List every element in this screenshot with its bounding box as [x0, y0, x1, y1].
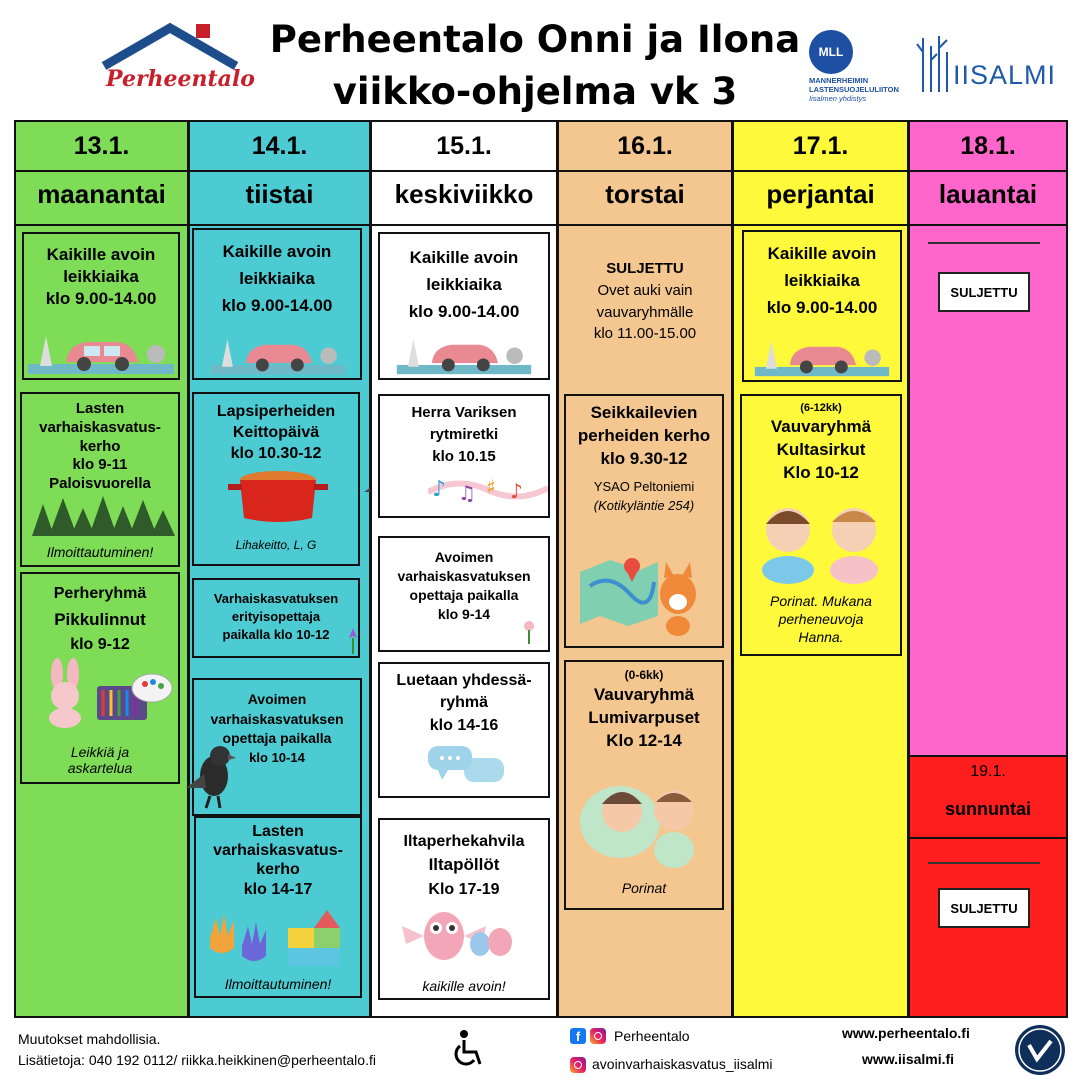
date-tuesday: 14.1. — [251, 132, 308, 160]
card-wed-playtime: Kaikille avoin leikkiaika klo 9.00-14.00 — [378, 232, 550, 380]
date-friday: 17.1. — [792, 132, 849, 160]
hands-and-blocks-icon — [202, 908, 352, 968]
column-saturday — [908, 120, 1068, 757]
date-sunday: 19.1. — [970, 763, 1006, 780]
card-tue-playtime: Kaikille avoin leikkiaika klo 9.00-14.00 — [192, 228, 362, 380]
website-link-iisalmi[interactable]: www.iisalmi.fi — [862, 1051, 955, 1067]
toy-car-icon — [747, 332, 897, 378]
card-tue-club: Lasten varhaiskasvatus- kerho klo 14-17 Ilmoittautuminen! — [194, 816, 362, 998]
card-tue-special-teacher: Varhaiskasvatuksen erityisopettaja paikalla klo 10-12 — [192, 578, 360, 658]
mll-badge: MLL — [809, 30, 853, 74]
toy-car-icon — [26, 326, 176, 376]
facebook-link[interactable]: Perheentalo — [614, 1028, 690, 1044]
card-wed-reading-group: Luetaan yhdessä- ryhmä klo 14-16 — [378, 662, 550, 798]
flower-icon — [342, 624, 364, 654]
card-mon-club: Lasten varhaiskasvatus- kerho klo 9-11 Paloisvuorella Ilmoittautuminen! — [20, 392, 180, 567]
day-wednesday: keskiviikko — [394, 179, 534, 209]
association-seal-logo — [1015, 1025, 1065, 1075]
forest-icon — [27, 496, 177, 538]
card-fri-playtime: Kaikille avoin leikkiaika klo 9.00-14.00 — [742, 230, 902, 382]
thu-closed-notice: SULJETTU Ovet auki vain vauvaryhmälle klo 11.00-15.00 — [593, 260, 697, 343]
date-saturday: 18.1. — [960, 132, 1016, 160]
closed-sign-saturday: SULJETTU — [938, 272, 1030, 312]
toy-car-icon — [384, 330, 544, 376]
babies-icon — [576, 774, 716, 870]
date-monday: 13.1. — [73, 132, 130, 160]
day-saturday: lauantai — [938, 179, 1038, 209]
iisalmi-wordmark: IISALMI — [953, 60, 1057, 90]
music-notes-icon — [428, 470, 548, 510]
toy-car-icon — [198, 330, 358, 376]
day-friday: perjantai — [766, 179, 875, 209]
birch-tree-icon — [915, 32, 955, 94]
day-tuesday: tiistai — [245, 179, 314, 209]
svg-text:♯: ♯ — [486, 475, 496, 499]
contact-info: Lisätietoja: 040 192 0112/ riikka.heikkinen@perheentalo.fi — [18, 1052, 376, 1068]
card-tue-soup-day: Lapsiperheiden Keittopäivä klo 10.30-12 Lihakeitto, L, G — [192, 392, 360, 566]
card-mon-playtime: Kaikille avoin leikkiaika klo 9.00-14.00 — [22, 232, 180, 380]
card-fri-baby-group: (6-12kk) Vauvaryhmä Kultasirkut Klo 10-12 Porinat. Mukana perheneuvoja Hanna. — [740, 394, 902, 656]
facebook-icon[interactable]: f — [570, 1028, 586, 1044]
card-wed-evening-cafe: Iltaperhekahvila Iltapöllöt Klo 17-19 kaikille avoin! — [378, 818, 550, 1000]
speech-bubbles-icon — [426, 744, 506, 788]
day-monday: maanantai — [37, 179, 166, 209]
card-wed-teacher: Avoimen varhaiskasvatuksen opettaja paikalla klo 9-14 — [378, 536, 550, 652]
bunny-and-crafts-icon — [27, 656, 177, 728]
crow-mascot-icon — [184, 744, 240, 810]
owls-icon — [400, 906, 530, 966]
card-wed-rhythm-trip: Herra Variksen rytmiretki klo 10.15 ♪ ♫ ♯ ♪ — [378, 394, 550, 518]
website-link-perheentalo[interactable]: www.perheentalo.fi — [842, 1025, 970, 1041]
svg-text:♪: ♪ — [510, 479, 523, 503]
svg-text:♫: ♫ — [458, 481, 476, 505]
wheelchair-icon — [450, 1030, 486, 1068]
svg-text:♪: ♪ — [432, 477, 447, 502]
instagram-link[interactable]: avoinvarhaiskasvatus_iisalmi — [592, 1056, 773, 1072]
closed-sign-sunday: SULJETTU — [938, 888, 1030, 928]
day-sunday: sunnuntai — [945, 799, 1031, 819]
column-sunday — [908, 755, 1068, 1018]
date-wednesday: 15.1. — [436, 132, 492, 160]
seal-emblem-icon — [1015, 1025, 1065, 1075]
babies-icon — [752, 500, 892, 586]
perheentalo-logo — [100, 22, 255, 100]
soup-pot-icon — [228, 466, 328, 526]
mll-logo: MLL MANNERHEIMIN LASTENSUOJELULIITON Iisalmen yhdistys — [805, 30, 905, 120]
fox-and-map-icon — [580, 542, 710, 638]
card-thu-adventure-club: Seikkailevien perheiden kerho klo 9.30-12 YSAO Peltoniemi (Kotikyläntie 254) — [564, 394, 724, 648]
day-thursday: torstai — [605, 179, 685, 209]
instagram-icon[interactable] — [570, 1057, 586, 1073]
changes-note: Muutokset mahdollisia. — [18, 1031, 161, 1047]
card-tue-teacher: Avoimen varhaiskasvatuksen opettaja paikalla klo 10-14 — [192, 678, 362, 816]
flower-icon — [520, 618, 538, 644]
date-thursday: 16.1. — [617, 132, 673, 160]
page-title: Perheentalo Onni ja Ilona viikko-ohjelma vk 3 — [269, 18, 801, 113]
instagram-icon[interactable] — [590, 1028, 606, 1044]
iisalmi-logo — [915, 32, 1065, 94]
brand-name: Perheentalo — [106, 66, 255, 92]
card-thu-baby-group: (0-6kk) Vauvaryhmä Lumivarpuset Klo 12-14 Porinat — [564, 660, 724, 910]
card-mon-family-group: Perheryhmä Pikkulinnut klo 9-12 Leikkiä ja askartelua — [20, 572, 180, 784]
house-roof-icon — [100, 22, 240, 72]
